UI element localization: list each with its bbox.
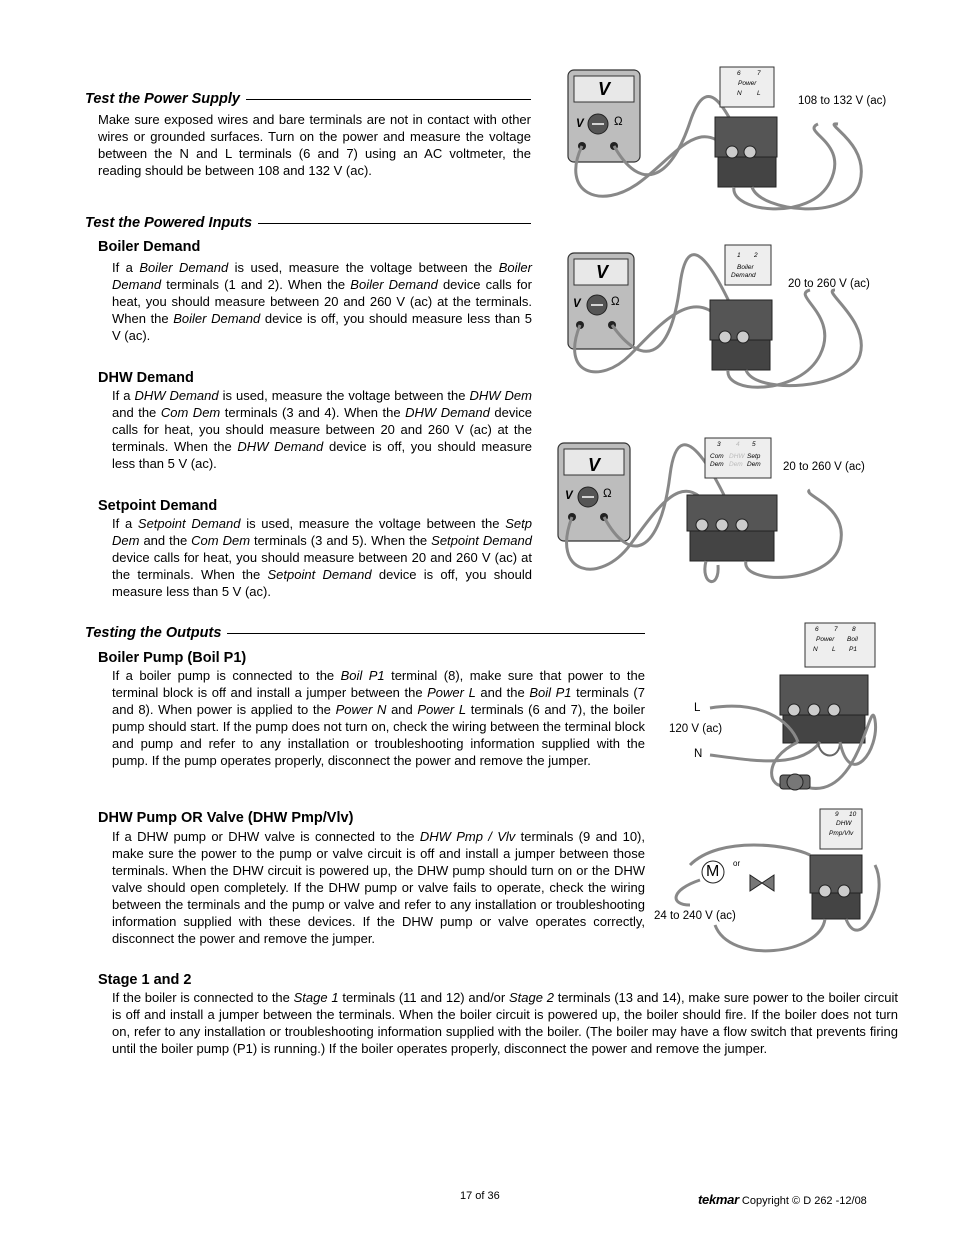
meter-mode-v: V (573, 298, 581, 310)
text-run: terminal (8), make sure that power to the terminal block is off and install a jumper between the (112, 668, 645, 700)
section-title-text: Test the Powered Inputs (85, 215, 253, 231)
terminal-l: L (832, 646, 836, 653)
italic-term: DHW Demand (237, 439, 324, 454)
italic-term: Setpoint Demand (267, 567, 372, 582)
text-run: device calls for heat, you should measure between 20 and 260 V (ac) at the terminals. When the (112, 550, 532, 582)
terminal-num-7: 7 (834, 626, 838, 633)
meter-mode-ohm: Ω (611, 296, 620, 308)
terminal-num-3: 3 (717, 441, 721, 448)
terminal-num-10: 10 (849, 811, 857, 818)
text-run: device is off, you should measure less than 5 V (ac). (112, 311, 532, 343)
subheading-dhw-pump: DHW Pump OR Valve (DHW Pmp/Vlv) (98, 810, 354, 826)
text-run: If a (112, 260, 140, 275)
terminal-group-power: Power (816, 636, 835, 643)
italic-term: Stage 2 (509, 990, 554, 1005)
voltage-label-3: 20 to 260 V (ac) (783, 461, 865, 473)
voltage-label-2: 20 to 260 V (ac) (788, 278, 870, 290)
voltage-label-4: 120 V (ac) (669, 723, 723, 735)
text-run: device calls for heat, you should measure between 20 and 260 V (ac) at the terminals. When the (112, 277, 532, 326)
italic-term: Boiler Demand (350, 277, 438, 292)
text-run: is used, measure the voltage between the (218, 388, 470, 403)
italic-term: DHW Demand (134, 388, 219, 403)
meter-display-v: V (588, 455, 601, 475)
italic-term: Boiler Demand (112, 260, 532, 292)
meter-diagram-2 (560, 245, 890, 395)
pump-diagram-2 (660, 805, 890, 965)
dhw-demand-body (112, 387, 532, 472)
terminal-num-5: 5 (752, 441, 756, 448)
motor-label: M (706, 863, 720, 880)
italic-term: Boil P1 (529, 685, 572, 700)
italic-term: DHW Demand (405, 405, 490, 420)
meter-mode-v: V (576, 118, 584, 130)
page-number: 17 of 36 (460, 1190, 500, 1202)
or-label: or (733, 859, 741, 868)
italic-term: Power L (427, 685, 476, 700)
title-rule (258, 223, 531, 224)
italic-term: Stage 1 (293, 990, 339, 1005)
meter-mode-ohm: Ω (603, 488, 612, 500)
setpoint-demand-body (112, 515, 532, 600)
text-run: and the (475, 685, 530, 700)
terminal-setp-dem: Dem (747, 461, 761, 468)
terminal-num-2: 2 (754, 252, 758, 259)
text-run: terminals (3 and 4). When the (220, 405, 406, 420)
subheading-boiler-pump: Boiler Pump (Boil P1) (98, 650, 247, 666)
boiler-demand-body (112, 259, 532, 344)
terminal-setp: Setp (747, 453, 761, 460)
copyright-text: Copyright © D 262 -12/08 (741, 1195, 867, 1207)
terminal-boil: Boil (847, 636, 858, 643)
text-run: If a (112, 516, 138, 531)
footer-copyright (698, 1192, 867, 1207)
terminal-group-dhw: DHW (836, 820, 852, 827)
terminal-group-boiler: Boiler (737, 264, 754, 271)
voltage-label-1: 108 to 132 V (ac) (798, 95, 887, 107)
terminal-com: Com (710, 453, 724, 460)
subheading-dhw-demand: DHW Demand (98, 370, 194, 386)
text-run: is used, measure the voltage between the (228, 260, 499, 275)
terminal-n: N (813, 646, 818, 653)
terminal-com-dem: Dem (710, 461, 724, 468)
terminal-dhw-dem: Dem (729, 461, 743, 468)
text-run: If the boiler is connected to the (112, 990, 294, 1005)
text-run: and the (112, 405, 161, 420)
text-run: is used, measure the voltage between the (240, 516, 506, 531)
text-run: If a boiler pump is connected to the (112, 668, 341, 683)
italic-term: Setpoint Demand (431, 533, 532, 548)
italic-term: Boiler Demand (173, 311, 261, 326)
text-run: terminals (7 and 8). When power is applied to the (112, 685, 645, 717)
italic-term: Com Dem (191, 533, 251, 548)
meter-display-v: V (596, 262, 609, 282)
terminal-num-6: 6 (737, 70, 741, 77)
terminal-num-6: 6 (815, 626, 819, 633)
text-run: If a DHW pump or DHW valve is connected to the (112, 829, 420, 844)
meter-mode-ohm: Ω (614, 116, 623, 128)
terminal-group-demand: Demand (731, 272, 756, 279)
dhw-pump-body (112, 828, 645, 947)
terminal-pmp-vlv: Pmp/Vlv (829, 830, 854, 837)
section-title-outputs (85, 625, 645, 641)
terminal-dhw: DHW (729, 453, 745, 460)
italic-term: Setp Dem (112, 516, 532, 548)
italic-term: Setpoint Demand (137, 516, 241, 531)
subheading-setpoint-demand: Setpoint Demand (98, 498, 218, 514)
terminal-num-1: 1 (737, 252, 741, 259)
terminal-l: L (757, 90, 761, 97)
text-run: terminals (11 and 12) and/or (338, 990, 509, 1005)
text-run: terminals (9 and 10), make sure the power to the pump or valve circuit is off and install a jumper between those terminals. When the DHW circuit is powered up, the DHW pump should turn on or the DHW valve should open completely. If the DHW pump or valve fails to operate, check the wiring between the terminals and the pump or valve and refer to any installation or troubleshooting information supplied with these devices. If the DHW pump or valve operates correctly, disconnect the power and remove the jumper. (112, 829, 645, 946)
italic-term: Boiler Demand (139, 260, 229, 275)
terminal-group-power: Power (738, 80, 757, 87)
power-supply-body: Make sure exposed wires and bare terminals are not in contact with other wires or grounded surfaces. Turn on the power and measure the voltage between the N and L terminals (6 and 7) using an AC voltmeter, the reading should be between 108 and 132 V (ac). (98, 112, 531, 178)
meter-display-v: V (598, 79, 611, 99)
text-run: and (386, 702, 418, 717)
text-run: terminals (6 and 7), the boiler pump should start. If the pump does not turn on, check the wiring between the terminal block and pump and refer to any installation or troubleshooting information supplied with the pump. If the pump operates properly, disconnect the power and remove the jumper. (112, 702, 645, 768)
text-run: device calls for heat, you should measure between 20 and 260 V (ac) at the terminals. When the (112, 405, 532, 454)
text-run: terminals (1 and 2). When the (161, 277, 351, 292)
line-label-l: L (694, 702, 701, 714)
title-rule (246, 99, 531, 100)
terminal-num-4: 4 (736, 441, 740, 448)
brand-logo: tekmar (698, 1192, 739, 1207)
text-run: terminals (13 and 14), make sure power to the boiler circuit is off and install a jumper between the terminals. When the boiler circuit is powered up, the boiler should fire. If the boiler does not turn on, refer to any installation or troubleshooting information supplied with the boiler. (The boiler may have a flow switch that prevents firing until the boiler pump (P1) is running.) If the boiler operates properly, disconnect the power and remove the jumper. (112, 990, 898, 1056)
stage-body (112, 989, 898, 1057)
terminal-n: N (737, 90, 742, 97)
meter-mode-v: V (565, 490, 573, 502)
text-run: and the (139, 533, 192, 548)
subheading-boiler-demand: Boiler Demand (98, 239, 201, 255)
text-run: device is off, you should measure less than 5 V (ac). (112, 567, 533, 599)
boiler-pump-body (112, 667, 645, 769)
terminal-num-9: 9 (835, 811, 839, 818)
terminal-num-7: 7 (757, 70, 761, 77)
voltage-label-5: 24 to 240 V (ac) (654, 910, 736, 922)
title-rule (227, 633, 645, 634)
italic-term: Boil P1 (340, 668, 385, 683)
italic-term: DHW Dem (469, 388, 532, 403)
terminal-p1: P1 (849, 646, 857, 653)
subheading-stage: Stage 1 and 2 (98, 972, 192, 988)
italic-term: Power L (417, 702, 467, 717)
italic-term: Com Dem (160, 405, 221, 420)
section-title-text: Testing the Outputs (85, 625, 222, 641)
text-run: device is off, you should measure less than 5 V (ac). (112, 439, 533, 471)
section-title-powered-inputs (85, 215, 531, 231)
section-title-text: Test the Power Supply (85, 91, 240, 107)
text-run: If a (112, 388, 135, 403)
italic-term: DHW Pmp / Vlv (419, 829, 516, 844)
line-label-n: N (694, 748, 703, 760)
pump-diagram-1 (680, 620, 890, 800)
section-title-power-supply (85, 91, 531, 107)
text-run: terminals (3 and 5). When the (250, 533, 432, 548)
terminal-num-8: 8 (852, 626, 856, 633)
italic-term: Power N (335, 702, 387, 717)
